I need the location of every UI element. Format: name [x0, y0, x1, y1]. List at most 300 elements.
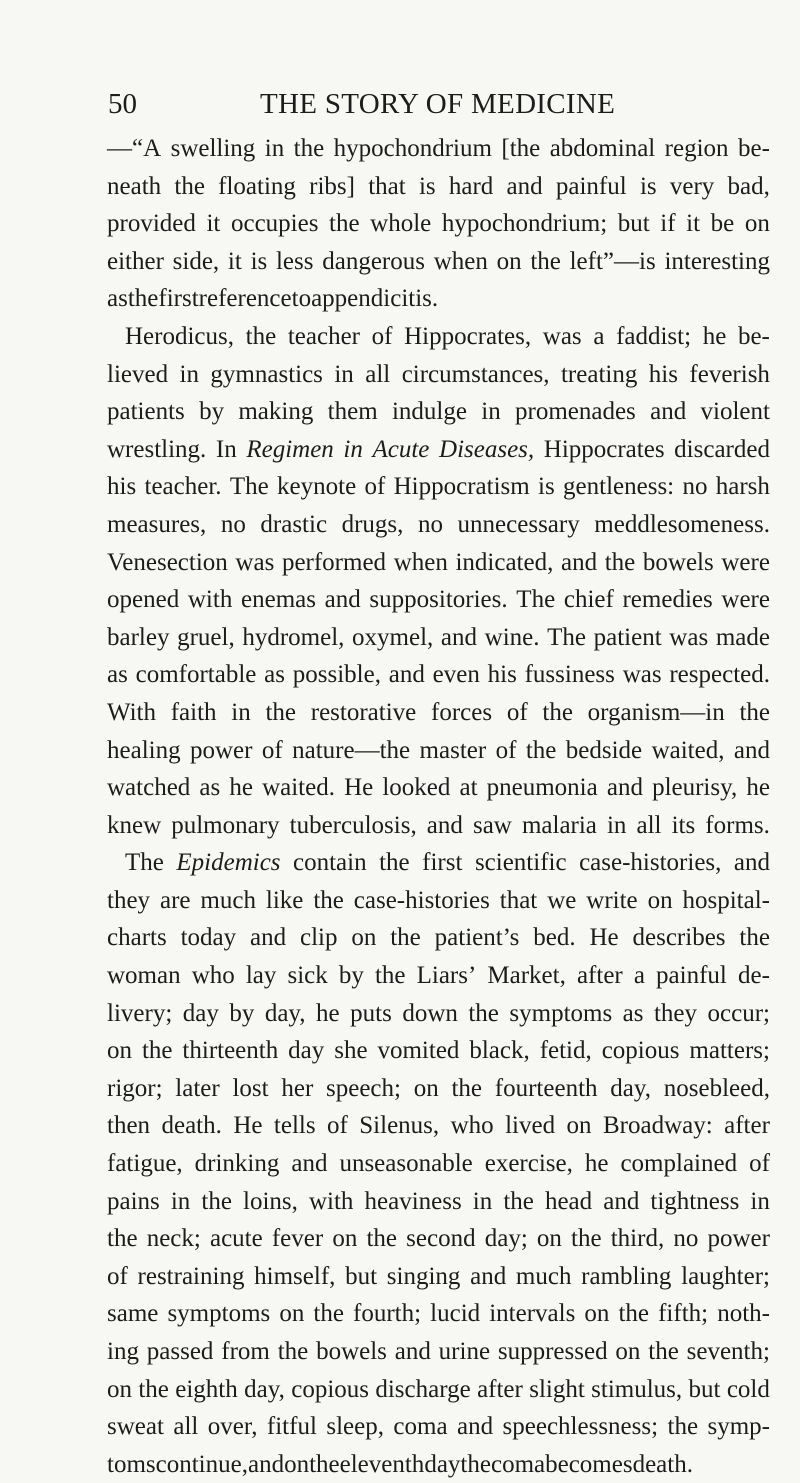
word: on [744, 210, 770, 238]
word: the [571, 1225, 602, 1253]
word: exercise, [484, 1150, 573, 1178]
word: tells [273, 1112, 316, 1140]
word: symptoms [509, 999, 613, 1027]
word: drastic [260, 510, 328, 538]
text-line [107, 1220, 770, 1258]
text-line [107, 807, 770, 845]
word: it [227, 247, 242, 275]
word: unnecessary [457, 510, 580, 538]
text-line [107, 919, 770, 957]
word: patients [107, 398, 185, 426]
text-line [107, 656, 770, 694]
word: all [173, 1413, 199, 1441]
word: and [426, 811, 463, 839]
word: from [221, 1338, 270, 1365]
word: on [496, 247, 522, 275]
word: tightness [650, 1187, 740, 1215]
word: made [715, 623, 770, 651]
word: speech; [326, 1074, 401, 1102]
word: the [530, 247, 561, 275]
word: like [265, 886, 304, 914]
word: looked [382, 774, 451, 802]
word: indicated, [455, 548, 554, 576]
word: no [673, 1225, 699, 1253]
word: was [235, 548, 275, 576]
word: watched [107, 774, 191, 802]
word: in [472, 1187, 493, 1215]
word: unseasonable [339, 1150, 473, 1178]
word: fourth; [353, 1300, 422, 1328]
word: the [141, 1037, 173, 1065]
word: gruel, [177, 623, 235, 651]
word: seventh; [686, 1338, 770, 1365]
word: teacher. [144, 473, 222, 501]
word: hypochondrium [333, 135, 492, 162]
word: the [313, 886, 344, 914]
word: is [250, 247, 268, 275]
text-line [107, 544, 770, 582]
word: reference [198, 285, 292, 313]
word: second [406, 1225, 476, 1253]
word: and [291, 1150, 328, 1178]
word: on [536, 1225, 562, 1253]
word: pulmonary [171, 811, 280, 839]
word: his [487, 661, 517, 689]
word: bowels [642, 548, 714, 576]
word: painful [656, 962, 727, 990]
word: they [107, 886, 151, 914]
word: day [424, 1450, 461, 1478]
word: master [419, 736, 487, 764]
word: The [229, 473, 269, 501]
word: on [332, 1225, 358, 1253]
word: power [190, 736, 253, 764]
text-line [107, 506, 770, 544]
word: and [250, 924, 287, 952]
word: pains [107, 1187, 160, 1215]
word: and [456, 1413, 494, 1441]
word: Acute [372, 435, 430, 463]
word: healing [107, 736, 181, 764]
word: on [284, 1450, 310, 1478]
word: fetid, [539, 1037, 592, 1065]
word: that [499, 886, 538, 914]
word: in [750, 1187, 770, 1215]
word: the [138, 1375, 169, 1403]
word: Regimen [246, 435, 334, 463]
word: side, [172, 247, 220, 275]
word: becomes [545, 1450, 633, 1478]
word: day, [264, 999, 306, 1027]
word: contain [293, 849, 367, 877]
word: power [707, 1225, 770, 1253]
text-line [107, 694, 770, 732]
word: in [334, 360, 354, 388]
word: de- [737, 962, 770, 990]
word: when [433, 247, 488, 275]
word: on [413, 1074, 439, 1102]
word: comfortable [135, 661, 257, 689]
word: over, [207, 1413, 258, 1441]
word: promenades [515, 398, 636, 426]
word: was [542, 322, 582, 350]
word: was [622, 661, 662, 689]
word: He [344, 774, 374, 802]
text-line [107, 957, 770, 995]
word: and [603, 1187, 640, 1215]
word: were [721, 586, 770, 614]
word: He [233, 1112, 263, 1140]
text-line [107, 1070, 770, 1108]
word: is [418, 172, 436, 200]
text-line [107, 581, 770, 619]
word: to [291, 285, 312, 313]
word: of [261, 736, 283, 764]
word: lucid [430, 1300, 481, 1328]
word: is [538, 473, 555, 501]
text-line [107, 205, 770, 243]
word: rigor; [107, 1074, 163, 1102]
word: at [459, 774, 478, 802]
word: with [187, 586, 233, 614]
word: with [308, 1187, 354, 1215]
word: singing [386, 1262, 461, 1290]
text-line [107, 1032, 770, 1070]
text-line [107, 1145, 770, 1183]
word: case-histories, [579, 849, 722, 877]
word: woman [107, 962, 181, 990]
word: all [365, 360, 391, 388]
word: Herodicus, [125, 322, 234, 350]
word: day, [244, 1375, 285, 1403]
word: lieved [107, 360, 169, 388]
word: of [371, 322, 393, 350]
word: be- [737, 135, 770, 162]
word: ribs] [309, 172, 355, 200]
word: performed [281, 548, 387, 576]
word: in [481, 398, 501, 426]
word: Venesection [107, 548, 228, 576]
word: Epidemics [176, 849, 281, 877]
word: patient’s [434, 924, 520, 952]
word: —“A [107, 135, 162, 162]
word: and [506, 172, 543, 200]
word: after [477, 1375, 523, 1403]
word: then [107, 1112, 151, 1140]
word: waited, [651, 736, 725, 764]
word: fatigue, [107, 1150, 183, 1178]
text-line [107, 1408, 770, 1446]
word: third, [610, 1225, 665, 1253]
word: Broadway: [602, 1112, 713, 1140]
word: less [275, 247, 314, 275]
word: organism—in [587, 698, 725, 726]
word: who [191, 962, 235, 990]
word: after [724, 1112, 770, 1140]
word: the [277, 1338, 309, 1365]
word: noth- [717, 1300, 770, 1328]
word: symp- [707, 1413, 770, 1441]
word: is [639, 172, 657, 200]
word: opened [107, 586, 180, 614]
word: death. [632, 1450, 693, 1478]
word: case-histories [353, 886, 490, 914]
word: harsh [715, 473, 770, 501]
word: matters; [689, 1037, 770, 1065]
word: laughter; [681, 1262, 770, 1290]
word: Market, [487, 962, 566, 990]
text-line [107, 1446, 770, 1483]
word: we [547, 886, 577, 914]
word: pleurisy, [652, 774, 738, 802]
word: intervals [489, 1300, 576, 1328]
word: bowels [316, 1338, 387, 1365]
word: the [309, 1450, 340, 1478]
word: the [374, 962, 406, 990]
word: abdominal [549, 135, 656, 162]
word: The [125, 849, 164, 877]
word: he [229, 774, 253, 802]
word: toms [107, 1450, 156, 1478]
word: when [393, 548, 448, 576]
word: if [660, 210, 676, 238]
word: fifth; [658, 1300, 709, 1328]
word: nature—the [292, 736, 411, 764]
text-line [107, 393, 770, 431]
word: the [525, 736, 557, 764]
word: and [470, 1262, 507, 1290]
word: region [664, 135, 729, 162]
word: as [199, 774, 221, 802]
word: it [686, 210, 701, 238]
word: violent [700, 398, 770, 426]
word: Hippocrates, [404, 322, 532, 350]
word: left”—is [569, 247, 656, 275]
word: provided [107, 210, 196, 238]
word: The [516, 586, 556, 614]
word: after [576, 962, 623, 990]
word: hard [448, 172, 494, 200]
word: eighth [175, 1375, 238, 1403]
word: himself, [254, 1262, 336, 1290]
text-line [107, 468, 770, 506]
text-line [107, 619, 770, 657]
word: The [547, 623, 587, 651]
word: either [107, 247, 164, 275]
word: who [450, 1112, 494, 1140]
word: knew [107, 811, 162, 839]
word: rambling [581, 1262, 672, 1290]
word: gentleness: [563, 473, 675, 501]
word: pneumonia [486, 774, 598, 802]
word: drinking [194, 1150, 280, 1178]
word: black, [469, 1037, 530, 1065]
word: livery; [107, 999, 173, 1027]
word: the [329, 210, 360, 238]
word: the [313, 1300, 344, 1328]
text-line [107, 732, 770, 770]
text-line [107, 168, 770, 206]
running-title: THE STORY OF MEDICINE [260, 88, 616, 120]
word: and [324, 586, 361, 614]
word: the [390, 924, 421, 952]
word: measures, [107, 510, 207, 538]
word: interesting [664, 247, 770, 275]
word: of [495, 736, 517, 764]
word: the [739, 698, 770, 726]
word: he [584, 1150, 609, 1178]
word: chief [563, 586, 614, 614]
word: floating [218, 172, 296, 200]
word: day, [610, 1074, 651, 1102]
body-text [107, 130, 770, 1483]
text-line [107, 280, 770, 318]
word: barley [107, 623, 170, 651]
word: treating [560, 360, 638, 388]
word: coma [490, 1450, 546, 1478]
word: Silenus, [359, 1112, 440, 1140]
word: faith [170, 698, 217, 726]
word: by [229, 999, 255, 1027]
word: that [368, 172, 406, 200]
word: slight [529, 1375, 585, 1403]
word: charts [107, 924, 167, 952]
text-line [107, 844, 770, 882]
word: indulge [391, 398, 467, 426]
word: hospital- [682, 886, 770, 914]
word: were [721, 548, 770, 576]
word: as [622, 999, 644, 1027]
word: all [636, 811, 662, 839]
word: its [671, 811, 696, 839]
word: discarded [674, 435, 770, 463]
word: hydromel, [242, 623, 345, 651]
word: oxymel, [352, 623, 434, 651]
word: gymnastics [210, 360, 323, 388]
word: in [170, 1187, 191, 1215]
word: restraining [137, 1262, 245, 1290]
word: them [327, 398, 378, 426]
word: remedies [622, 586, 713, 614]
word: suppressed [497, 1338, 608, 1365]
word: the [127, 285, 159, 313]
word: his [107, 473, 137, 501]
word: first [158, 285, 199, 313]
word: very [669, 172, 715, 200]
word: it [206, 210, 221, 238]
word: the [265, 698, 297, 726]
word: occur; [707, 999, 770, 1027]
text-line [107, 1371, 770, 1409]
word: scientific [474, 849, 567, 877]
word: feverish [689, 360, 770, 388]
word: he [746, 774, 770, 802]
word: He [589, 924, 619, 952]
word: in [231, 698, 251, 726]
word: the [542, 698, 573, 726]
word: the [618, 1300, 650, 1328]
text-line [107, 1183, 770, 1221]
word: drugs, [341, 510, 404, 538]
word: painful [555, 172, 627, 200]
word: sleep, [326, 1413, 384, 1441]
word: his [648, 360, 678, 388]
word: first [422, 849, 463, 877]
text-line [107, 769, 770, 807]
word: much [200, 886, 256, 914]
word: vomited [377, 1037, 460, 1065]
word: Hippocratism [393, 473, 530, 501]
word: a [593, 322, 605, 350]
word: lost [232, 1074, 269, 1102]
word: the [503, 1187, 534, 1215]
word: teacher [287, 322, 360, 350]
text-line [107, 356, 770, 394]
word: of [327, 1112, 348, 1140]
word: and [394, 1338, 431, 1365]
word: tuberculosis, [289, 811, 417, 839]
word: day [288, 1037, 325, 1065]
word: down [402, 999, 458, 1027]
word: eleventh [339, 1450, 425, 1478]
word: [the [501, 135, 541, 162]
word: she [334, 1037, 368, 1065]
word: copious [601, 1037, 680, 1065]
word: symptoms [167, 1300, 271, 1328]
word: the [460, 1450, 491, 1478]
word: occupies [230, 210, 319, 238]
word: respected. [669, 661, 770, 689]
text-line [107, 243, 770, 281]
word: bedside [565, 736, 643, 764]
word: suppositories. [369, 586, 508, 614]
word: he [316, 999, 340, 1027]
word: meddlesomeness. [594, 510, 770, 538]
word: as [107, 661, 128, 689]
word: copious [291, 1375, 369, 1403]
word: urine [438, 1338, 491, 1365]
word: circumstances, [401, 360, 550, 388]
word: swelling [170, 135, 256, 162]
word: the [379, 849, 410, 877]
word: on [647, 886, 673, 914]
word: in [343, 435, 363, 463]
word: loins, [243, 1187, 298, 1215]
word: same [107, 1300, 159, 1328]
word: but [345, 1262, 378, 1290]
word: by [338, 962, 364, 990]
word: fourteenth [494, 1074, 598, 1102]
word: of [506, 698, 528, 726]
word: waited. [262, 774, 335, 802]
word: but [688, 1375, 721, 1403]
word: in [606, 811, 627, 839]
word: fussiness [524, 661, 615, 689]
word: no [417, 510, 443, 538]
word: and [560, 548, 598, 576]
word: and [733, 736, 770, 764]
word: wine. [484, 623, 540, 651]
word: describes [632, 924, 726, 952]
word: passed [146, 1338, 214, 1365]
word: continue, [155, 1450, 248, 1478]
word: her [281, 1074, 314, 1102]
word: on [107, 1375, 132, 1403]
word: on [107, 1037, 132, 1065]
word: coma [393, 1413, 448, 1441]
word: of [107, 1262, 128, 1290]
word: on [584, 1300, 610, 1328]
